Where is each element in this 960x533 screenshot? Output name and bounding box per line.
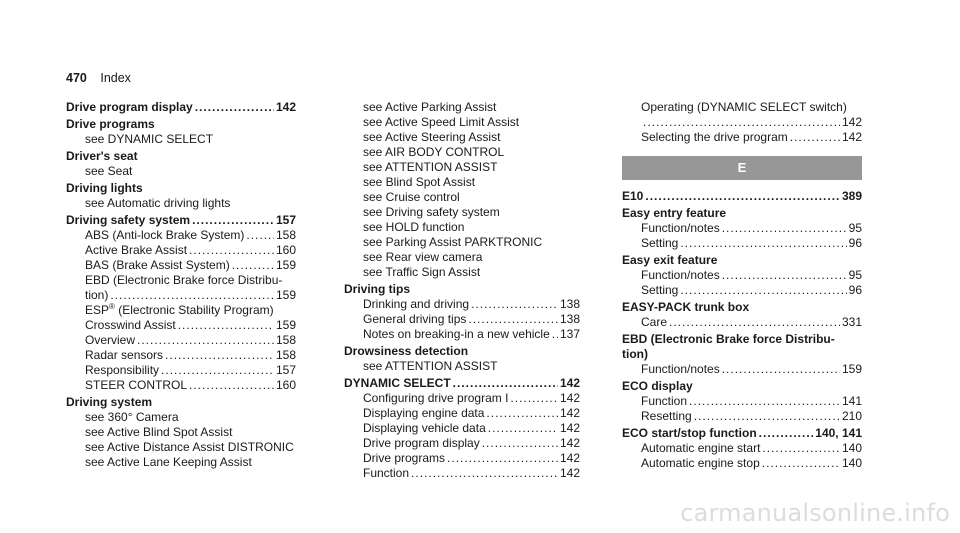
sub-entry-text: ESP [85,303,110,317]
sub-entry [344,406,580,421]
page-reference: 157 [275,363,296,377]
sub-entry-text: Crosswind Assist [85,318,176,332]
entry-term: Drive programs [66,117,155,131]
leader-dots [790,130,840,145]
entry-heading [622,300,862,315]
leader-dots [110,288,274,303]
page-reference: 159 [275,258,296,272]
sub-entry [622,115,862,130]
entry-heading [344,282,580,297]
sub-entry-text: see Active Steering Assist [363,130,501,144]
page-reference: 142 [559,376,580,390]
registered-mark: ® [109,302,115,311]
entry-heading [66,149,296,164]
page-reference: 157 [275,213,296,227]
sub-entry [66,258,296,273]
sub-entry [344,235,580,250]
page-reference: 95 [848,268,862,282]
sub-entry [66,318,296,333]
sub-entry [66,363,296,378]
sub-entry-text: Drive programs [363,451,446,465]
entry-term: tion) [622,347,648,361]
entry-heading [66,117,296,132]
entry-term: Drowsiness detection [344,344,469,358]
entry-heading [66,395,296,410]
leader-dots [165,348,274,363]
sub-entry [66,378,296,393]
index-entry [622,206,862,251]
page-reference: 389 [841,189,862,203]
sub-entry [344,145,580,160]
sub-entry-text: see Active Speed Limit Assist [363,115,520,129]
leader-dots [680,236,846,251]
sub-entry-text: BAS (Brake Assist System) [85,258,230,272]
sub-entry [66,164,296,179]
entry-heading [66,181,296,196]
page-reference: 159 [275,288,296,302]
sub-entry-text: see HOLD function [363,220,465,234]
page-reference: 142 [275,100,296,114]
leader-dots [447,451,558,466]
sub-entry [622,130,862,145]
page-number: 470 [66,71,87,85]
page-reference: 158 [275,228,296,242]
sub-entry [622,441,862,456]
sub-entry-text: see Driving safety system [363,205,500,219]
leader-dots [192,213,274,228]
page-reference: 137 [559,327,580,341]
sub-entry-text: Automatic engine stop [641,456,760,470]
page-reference: 138 [559,312,580,326]
entry-term: Driver's seat [66,149,138,163]
leader-dots [195,100,274,115]
page-reference: 140, 141 [815,426,862,440]
index-entry [344,100,580,280]
sub-entry-text: see Active Distance Assist DISTRONIC [85,440,294,454]
index-entry [622,189,862,204]
index-column-1 [66,100,296,470]
sub-entry [344,436,580,451]
section-title: Index [100,71,131,85]
index-column-2 [344,100,580,481]
sub-entry-text: Setting [641,236,679,250]
sub-entry-text: Function [641,394,688,408]
leader-dots [411,466,558,481]
page-reference: 138 [559,297,580,311]
entry-heading [344,344,580,359]
leader-dots [762,441,840,456]
page-reference: 142 [559,436,580,450]
index-entry [344,344,580,374]
index-entry [344,376,580,481]
index-entry [66,181,296,211]
sub-entry-text: Function/notes [641,221,720,235]
sub-entry [344,250,580,265]
index-entry [622,426,862,471]
sub-entry [344,100,580,115]
entry-heading [66,100,296,115]
page-reference: 160 [275,243,296,257]
sub-entry-text: see Active Parking Assist [363,100,497,114]
sub-entry-text: General driving tips [363,312,467,326]
sub-entry [622,268,862,283]
sub-entry-text: see Rear view camera [363,250,483,264]
sub-entry-text: Drive program display [363,436,480,450]
sub-entry-text: Notes on breaking-in a new vehicle [363,327,550,341]
page-reference: 142 [559,421,580,435]
sub-entry-text: Active Brake Assist [85,243,188,257]
leader-dots [643,115,840,130]
sub-entry [344,466,580,481]
sub-entry [622,456,862,471]
sub-entry-text: Function [363,466,410,480]
index-entry [66,117,296,147]
sub-entry [66,243,296,258]
sub-entry [66,440,296,455]
sub-entry [344,115,580,130]
sub-entry-text: see ATTENTION ASSIST [363,160,498,174]
leader-dots [694,409,840,424]
leader-dots [680,283,846,298]
index-column-3 [622,100,862,471]
index-entry [66,100,296,115]
page-reference: 158 [275,348,296,362]
entry-heading [344,376,580,391]
sub-entry [66,455,296,470]
sub-entry [344,160,580,175]
entry-term: ECO start/stop function [622,426,757,440]
page-reference: 142 [559,466,580,480]
sub-entry-text: Automatic engine start [641,441,761,455]
leader-dots [246,228,274,243]
entry-heading [622,332,862,347]
sub-entry-text: Responsibility [85,363,160,377]
leader-dots [189,243,274,258]
index-entry [66,213,296,393]
sub-entry-text: Care [641,315,668,329]
entry-heading [622,253,862,268]
page-reference: 142 [841,115,862,129]
entry-term: ECO display [622,379,693,393]
entry-term: EASY-PACK trunk box [622,300,750,314]
sub-entry [66,273,296,288]
index-entry [622,100,862,145]
entry-term: EBD (Electronic Brake force Distribu- [622,332,835,346]
sub-entry-text: Selecting the drive program [641,130,788,144]
index-entry [622,332,862,377]
sub-entry-text: Overview [85,333,136,347]
entry-heading [66,213,296,228]
sub-entry-text: Resetting [641,409,692,423]
sub-entry [66,196,296,211]
sub-entry-text: see AIR BODY CONTROL [363,145,505,159]
leader-dots [510,391,558,406]
sub-entry-text: see Traffic Sign Assist [363,265,481,279]
page-reference: 142 [559,406,580,420]
index-entry [66,149,296,179]
page-reference: 96 [848,283,862,297]
leader-dots [468,312,558,327]
entry-term: Driving tips [344,282,411,296]
entry-heading [622,189,862,204]
page-reference: 210 [841,409,862,423]
index-entry [344,282,580,342]
page-reference: 142 [841,130,862,144]
leader-dots [486,406,558,421]
sub-entry-text: Radar sensors [85,348,164,362]
sub-entry-text: Configuring drive program I [363,391,509,405]
sub-entry [344,175,580,190]
entry-term: Easy entry feature [622,206,727,220]
sub-entry [622,236,862,251]
sub-entry-text: see DYNAMIC SELECT [85,132,214,146]
entry-heading [622,426,862,441]
entry-heading [622,379,862,394]
sub-entry [66,333,296,348]
sub-entry-text: Setting [641,283,679,297]
sub-entry [344,265,580,280]
sub-entry [344,359,580,374]
entry-heading [622,206,862,221]
sub-entry-text: see Active Blind Spot Assist [85,425,233,439]
index-entry [622,300,862,330]
leader-dots [453,376,558,391]
sub-entry-text: Function/notes [641,268,720,282]
page-reference: 95 [848,221,862,235]
index-entry [622,379,862,424]
sub-entry [66,132,296,147]
entry-term: Driving lights [66,181,143,195]
sub-entry [344,220,580,235]
leader-dots [471,297,558,312]
sub-entry-text: ABS (Anti-lock Brake System) [85,228,245,242]
page-reference: 158 [275,333,296,347]
sub-entry [622,315,862,330]
leader-dots [722,221,847,236]
sub-entry [66,425,296,440]
page-reference: 159 [275,318,296,332]
leader-dots [552,327,558,342]
sub-entry-text: see ATTENTION ASSIST [363,359,498,373]
sub-entry-text: see Cruise control [363,190,460,204]
leader-dots [722,362,840,377]
leader-dots [161,363,274,378]
sub-entry-text: see Active Lane Keeping Assist [85,455,252,469]
leader-dots [759,426,814,441]
page-reference: 141 [841,394,862,408]
entry-term: DYNAMIC SELECT [344,376,451,390]
leader-dots [488,421,558,436]
entry-term: E10 [622,189,644,203]
sub-entry [622,394,862,409]
sub-entry [344,312,580,327]
leader-dots [137,333,274,348]
sub-entry [622,100,862,115]
entry-term: Easy exit feature [622,253,718,267]
sub-entry [66,288,296,303]
page-reference: 96 [848,236,862,250]
entry-term: Driving safety system [66,213,191,227]
sub-entry-text: Drinking and driving [363,297,470,311]
sub-entry [344,451,580,466]
sub-entry [344,421,580,436]
sub-entry-text: see Seat [85,164,133,178]
section-letter: E [622,156,862,180]
leader-dots [722,268,847,283]
leader-dots [178,318,274,333]
sub-entry [622,221,862,236]
page-reference: 142 [559,391,580,405]
sub-entry [344,391,580,406]
index-entry [622,253,862,298]
entry-heading-continued [622,347,862,362]
sub-entry [66,303,296,318]
sub-entry-text: see Parking Assist PARKTRONIC [363,235,543,249]
sub-entry [622,409,862,424]
page-header [66,70,131,86]
leader-dots [645,189,840,204]
watermark: carmanualsonline.info [680,499,950,527]
sub-entry [344,190,580,205]
leader-dots [232,258,274,273]
sub-entry [344,327,580,342]
sub-entry [622,283,862,298]
entry-term: Driving system [66,395,153,409]
sub-entry [66,228,296,243]
sub-entry-text: Displaying vehicle data [363,421,486,435]
sub-entry [622,362,862,377]
page-reference: 140 [841,456,862,470]
sub-entry [66,348,296,363]
sub-entry-text: see Automatic driving lights [85,196,231,210]
sub-entry-text: (Electronic Stability Program) [114,303,274,317]
sub-entry-text: Displaying engine data [363,406,485,420]
page-reference: 142 [559,451,580,465]
sub-entry-text: see 360° Camera [85,410,179,424]
leader-dots [762,456,840,471]
sub-entry-text: EBD (Electronic Brake force Distribu- [85,273,283,287]
sub-entry-text: tion) [85,288,109,302]
sub-entry-text: Operating (DYNAMIC SELECT switch) [641,100,847,114]
leader-dots [482,436,558,451]
sub-entry [344,205,580,220]
sub-entry-text: Function/notes [641,362,720,376]
page-reference: 331 [841,315,862,329]
page-reference: 159 [841,362,862,376]
sub-entry [66,410,296,425]
leader-dots [189,378,274,393]
sub-entry-text: see Blind Spot Assist [363,175,476,189]
sub-entry [344,130,580,145]
leader-dots [689,394,840,409]
page-reference: 140 [841,441,862,455]
leader-dots [669,315,840,330]
page-reference: 160 [275,378,296,392]
entry-term: Drive program display [66,100,193,114]
sub-entry [344,297,580,312]
sub-entry-text: STEER CONTROL [85,378,188,392]
index-entry [66,395,296,470]
